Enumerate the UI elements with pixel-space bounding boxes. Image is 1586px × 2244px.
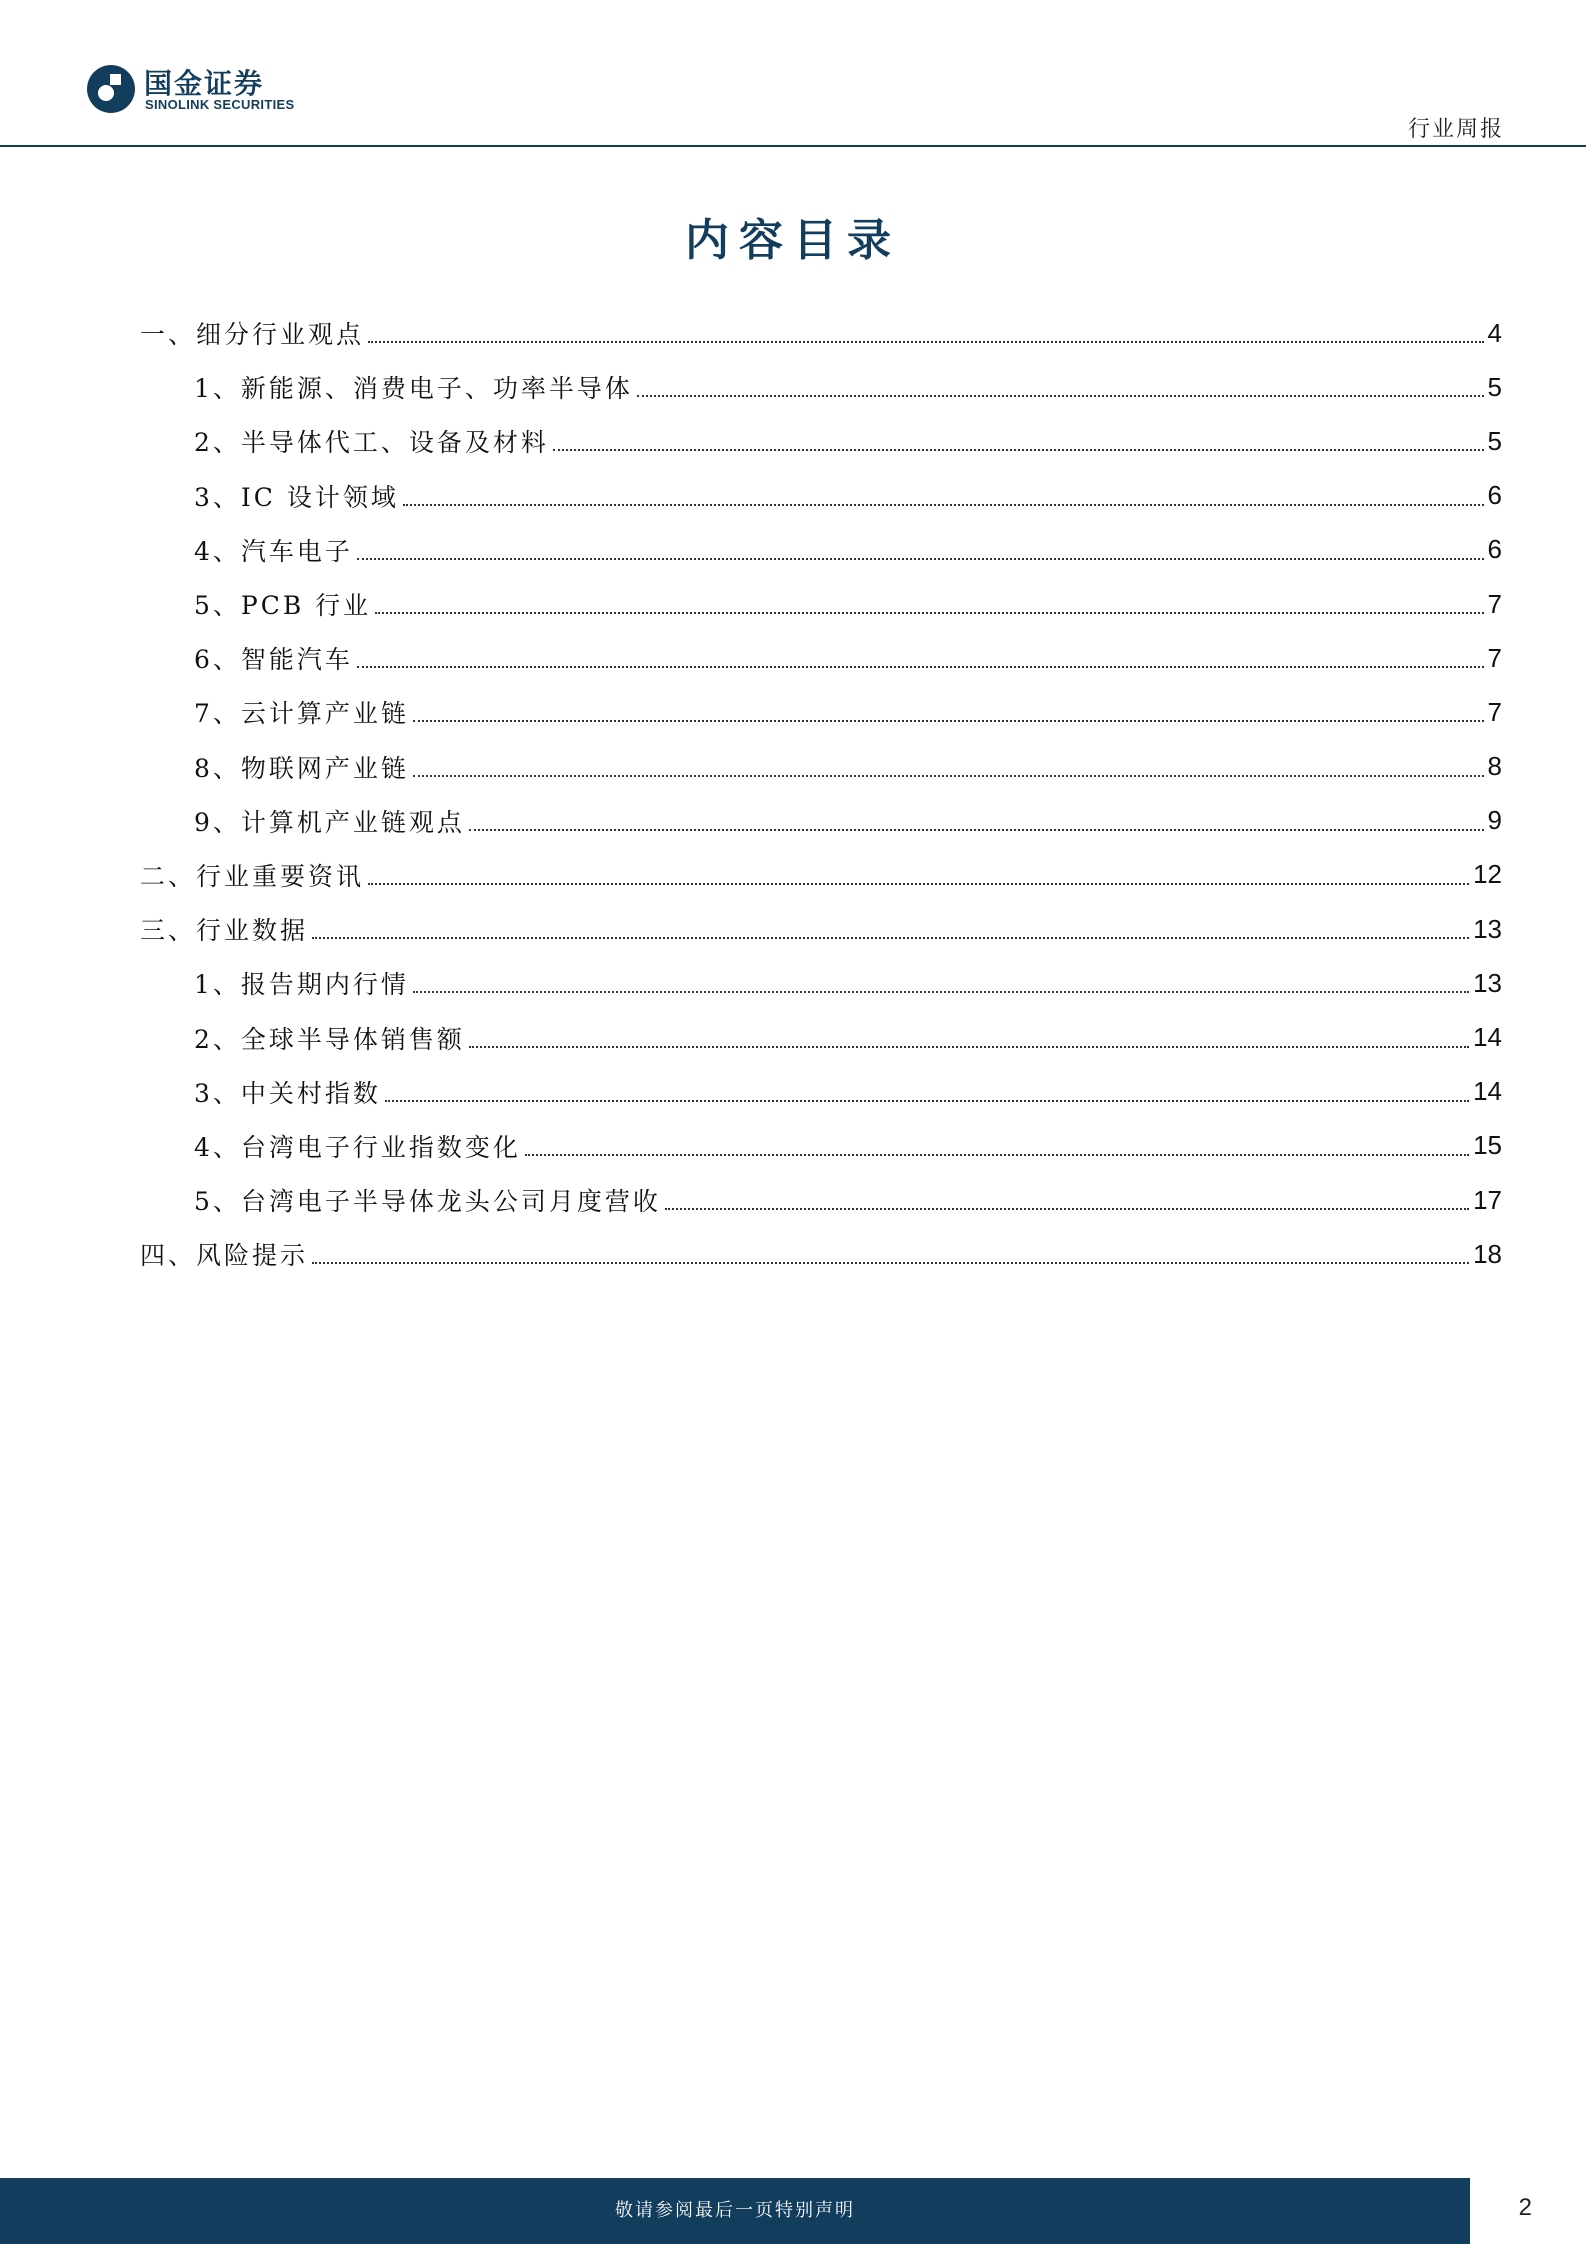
toc-entry[interactable] [140,469,1502,523]
toc-title: 内容目录 [685,215,901,266]
toc-dot-leader [665,1208,1469,1210]
toc-entry[interactable] [140,577,1502,631]
toc-entry-label: 8、物联网产业链 [194,753,409,783]
toc-entry-page: 7 [1487,642,1502,673]
toc-entry[interactable] [140,740,1502,794]
toc-entry-page: 7 [1487,696,1502,727]
toc-dot-leader [469,1046,1469,1048]
toc-entry[interactable] [140,631,1502,685]
toc-entry-label: 1、新能源、消费电子、功率半导体 [194,374,633,404]
toc-entry[interactable] [140,1065,1502,1119]
toc-entry-label: 5、台湾电子半导体龙头公司月度营收 [194,1187,661,1217]
toc-entry-label: 二、行业重要资讯 [140,861,365,891]
toc-dot-leader [385,1100,1469,1102]
toc-entry[interactable] [140,956,1502,1010]
header-divider [0,145,1586,147]
logo-chinese-name: 国金证券 [144,67,265,100]
toc-entry-label: 4、汽车电子 [194,536,353,566]
toc-dot-leader [413,720,1484,722]
toc-entry-label: 6、智能汽车 [194,645,353,675]
toc-dot-leader [403,504,1484,506]
toc-entry-label: 5、PCB 行业 [194,591,372,621]
table-of-contents [140,306,1502,1281]
toc-entry-label: 4、台湾电子行业指数变化 [194,1132,521,1162]
toc-dot-leader [357,558,1484,560]
toc-entry-page: 18 [1473,1238,1502,1269]
toc-entry-label: 四、风险提示 [140,1241,309,1271]
toc-entry[interactable] [140,414,1502,468]
toc-dot-leader [368,341,1484,343]
toc-entry-page: 15 [1473,1130,1502,1161]
toc-dot-leader [553,449,1484,451]
toc-entry[interactable] [140,902,1502,956]
toc-entry[interactable] [140,1227,1502,1281]
toc-entry-page: 13 [1473,913,1502,944]
toc-entry-label: 3、中关村指数 [194,1078,381,1108]
toc-entry-page: 5 [1487,425,1502,456]
toc-dot-leader [413,991,1469,993]
report-type-label: 行业周报 [1407,117,1504,142]
toc-entry[interactable] [140,360,1502,414]
toc-entry-page: 6 [1487,534,1502,565]
toc-entry-label: 7、云计算产业链 [194,699,409,729]
toc-entry[interactable] [140,1119,1502,1173]
toc-entry-page: 8 [1487,751,1502,782]
footer-disclaimer: 敬请参阅最后一页特别声明 [615,2200,855,2221]
toc-entry-label: 1、报告期内行情 [194,970,409,1000]
toc-entry[interactable] [140,794,1502,848]
toc-dot-leader [312,1262,1469,1264]
toc-entry-page: 17 [1473,1184,1502,1215]
toc-entry-page: 5 [1487,371,1502,402]
toc-dot-leader [413,775,1484,777]
toc-dot-leader [312,937,1469,939]
toc-entry-page: 14 [1473,1022,1502,1053]
toc-entry-label: 3、IC 设计领域 [194,482,399,512]
toc-entry-label: 三、行业数据 [140,916,309,946]
toc-dot-leader [637,395,1484,397]
toc-dot-leader [357,666,1484,668]
sinolink-logo-icon [86,64,136,114]
toc-dot-leader [469,829,1484,831]
toc-entry-page: 9 [1487,805,1502,836]
toc-entry-label: 2、半导体代工、设备及材料 [194,428,549,458]
toc-entry[interactable] [140,685,1502,739]
toc-entry-page: 4 [1487,317,1502,348]
logo-english-name: SINOLINK SECURITIES [145,97,295,112]
toc-dot-leader [525,1154,1469,1156]
toc-entry[interactable] [140,306,1502,360]
toc-dot-leader [368,883,1469,885]
toc-entry-page: 14 [1473,1076,1502,1107]
toc-dot-leader [375,612,1483,614]
toc-entry-label: 一、细分行业观点 [140,320,365,350]
toc-entry-page: 13 [1473,967,1502,998]
toc-entry-page: 6 [1487,480,1502,511]
toc-entry-page: 12 [1473,859,1502,890]
page-number: 2 [1518,2194,1532,2221]
toc-entry[interactable] [140,1010,1502,1064]
toc-entry[interactable] [140,848,1502,902]
toc-entry-label: 9、计算机产业链观点 [194,807,465,837]
toc-entry-page: 7 [1487,588,1502,619]
toc-entry-label: 2、全球半导体销售额 [194,1024,465,1054]
toc-entry[interactable] [140,1173,1502,1227]
toc-entry[interactable] [140,523,1502,577]
